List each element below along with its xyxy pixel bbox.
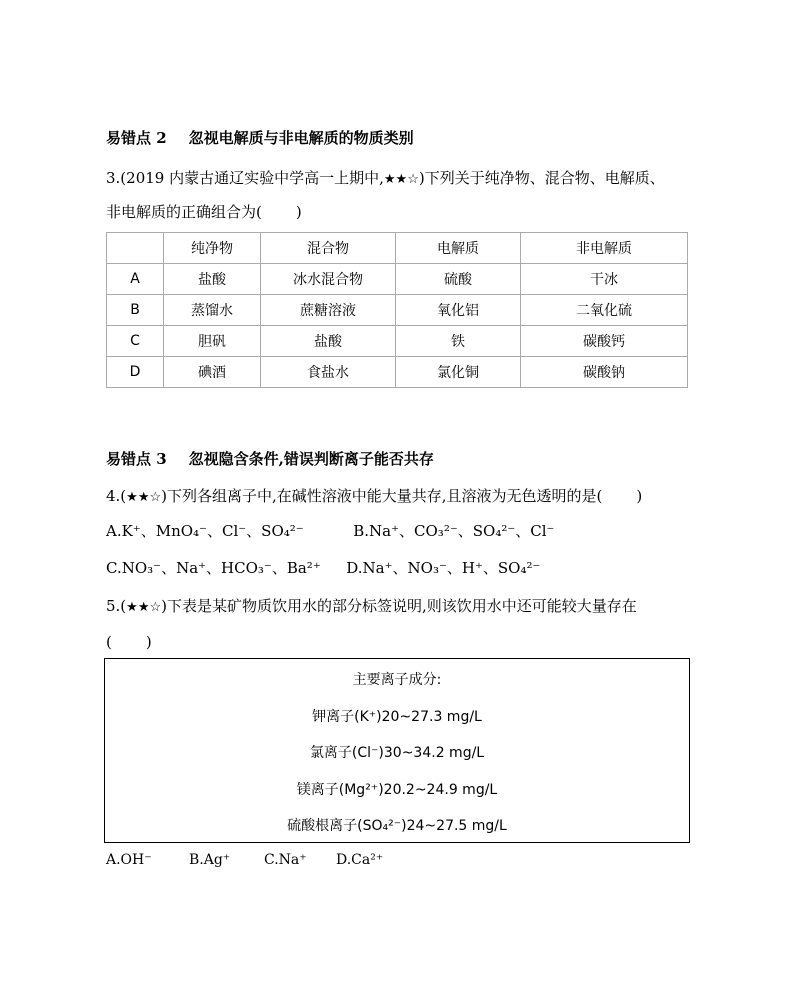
table-cell: 碳酸钠: [521, 357, 688, 388]
table-header-cell: 纯净物: [164, 233, 261, 264]
table-row: [107, 357, 688, 388]
question-3-stem-2: 非电解质的正确组合为(: [106, 203, 262, 221]
option-a[interactable]: A.K⁺、MnO₄⁻、Cl⁻、SO₄²⁻: [106, 522, 304, 540]
table-cell: 冰水混合物: [261, 264, 396, 295]
table-cell: 胆矾: [164, 326, 261, 357]
option-b[interactable]: B.Ag⁺: [189, 852, 231, 868]
question-3-line-2: [106, 202, 302, 222]
table-header-cell: [107, 233, 164, 264]
table-cell: 二氧化硫: [521, 295, 688, 326]
table-cell: 氧化铝: [396, 295, 521, 326]
label-line: 硫酸根离子(SO₄²⁻)24~27.5 mg/L: [287, 818, 507, 834]
section-number: 易错点 2: [106, 129, 167, 147]
table-cell: 铁: [396, 326, 521, 357]
table-cell: 碳酸钙: [521, 326, 688, 357]
question-5-stem: [106, 596, 637, 618]
question-3-line-1: [106, 168, 665, 190]
table-header-cell: 非电解质: [521, 233, 688, 264]
question-5-answer-paren: [106, 632, 152, 652]
difficulty-stars-icon: ★★☆: [126, 600, 162, 615]
option-b[interactable]: B.Na⁺、CO₃²⁻、SO₄²⁻、Cl⁻: [353, 522, 555, 540]
difficulty-stars-icon: ★★☆: [383, 172, 419, 187]
difficulty-stars-icon: ★★☆: [126, 490, 162, 505]
section-number: 易错点 3: [106, 450, 167, 468]
table-cell: 硫酸: [396, 264, 521, 295]
table-cell: D: [107, 357, 164, 388]
label-line: 钾离子(K⁺)20~27.3 mg/L: [312, 709, 482, 725]
table-row: [107, 295, 688, 326]
table-cell: 碘酒: [164, 357, 261, 388]
answer-paren-open: (: [106, 633, 112, 651]
table-cell: 盐酸: [164, 264, 261, 295]
question-4-options-row-1: [106, 521, 554, 541]
section-title: 忽视电解质与非电解质的物质类别: [188, 129, 414, 147]
table-cell: 蔗糖溶液: [261, 295, 396, 326]
question-4-options-row-2: [106, 558, 540, 578]
question-5-number: 5.(: [106, 597, 127, 615]
label-line: 氯离子(Cl⁻)30~34.2 mg/L: [309, 745, 485, 761]
table-cell: 蒸馏水: [164, 295, 261, 326]
label-title: 主要离子成分:: [352, 672, 442, 688]
table-header-row: [107, 233, 688, 264]
answer-paren-close: ): [636, 487, 643, 505]
question-3-stem: )下列关于纯净物、混合物、电解质、: [418, 169, 665, 187]
table-header-cell: 混合物: [261, 233, 396, 264]
table-cell: A: [107, 264, 164, 295]
mineral-water-label: [104, 658, 690, 843]
table-header-cell: 电解质: [396, 233, 521, 264]
option-c[interactable]: C.Na⁺: [264, 852, 307, 868]
section-heading-2: [106, 128, 414, 148]
table-cell: 食盐水: [261, 357, 396, 388]
question-3-source: 3.(2019 内蒙古通辽实验中学高一上期中,: [106, 169, 384, 187]
table-cell: C: [107, 326, 164, 357]
table-cell: 氯化铜: [396, 357, 521, 388]
table-cell: 盐酸: [261, 326, 396, 357]
option-d[interactable]: D.Na⁺、NO₃⁻、H⁺、SO₄²⁻: [346, 559, 541, 577]
classification-table: [106, 232, 688, 388]
answer-paren-close: ): [145, 633, 152, 651]
question-4-text: )下列各组离子中,在碱性溶液中能大量共存,且溶液为无色透明的是(: [161, 487, 603, 505]
question-5-text: )下表是某矿物质饮用水的部分标签说明,则该饮用水中还可能较大量存在: [161, 597, 637, 615]
question-4-number: 4.(: [106, 487, 127, 505]
option-d[interactable]: D.Ca²⁺: [336, 852, 384, 868]
section-heading-3: [106, 449, 434, 469]
table-cell: B: [107, 295, 164, 326]
answer-paren-close: ): [295, 203, 302, 221]
table-row: [107, 326, 688, 357]
label-line: 镁离子(Mg²⁺)20.2~24.9 mg/L: [296, 782, 498, 798]
section-title: 忽视隐含条件,错误判断离子能否共存: [188, 450, 434, 468]
table-cell: 干冰: [521, 264, 688, 295]
option-a[interactable]: A.OH⁻: [106, 852, 152, 868]
option-c[interactable]: C.NO₃⁻、Na⁺、HCO₃⁻、Ba²⁺: [106, 559, 321, 577]
table-row: [107, 264, 688, 295]
question-4-stem: [106, 486, 642, 508]
